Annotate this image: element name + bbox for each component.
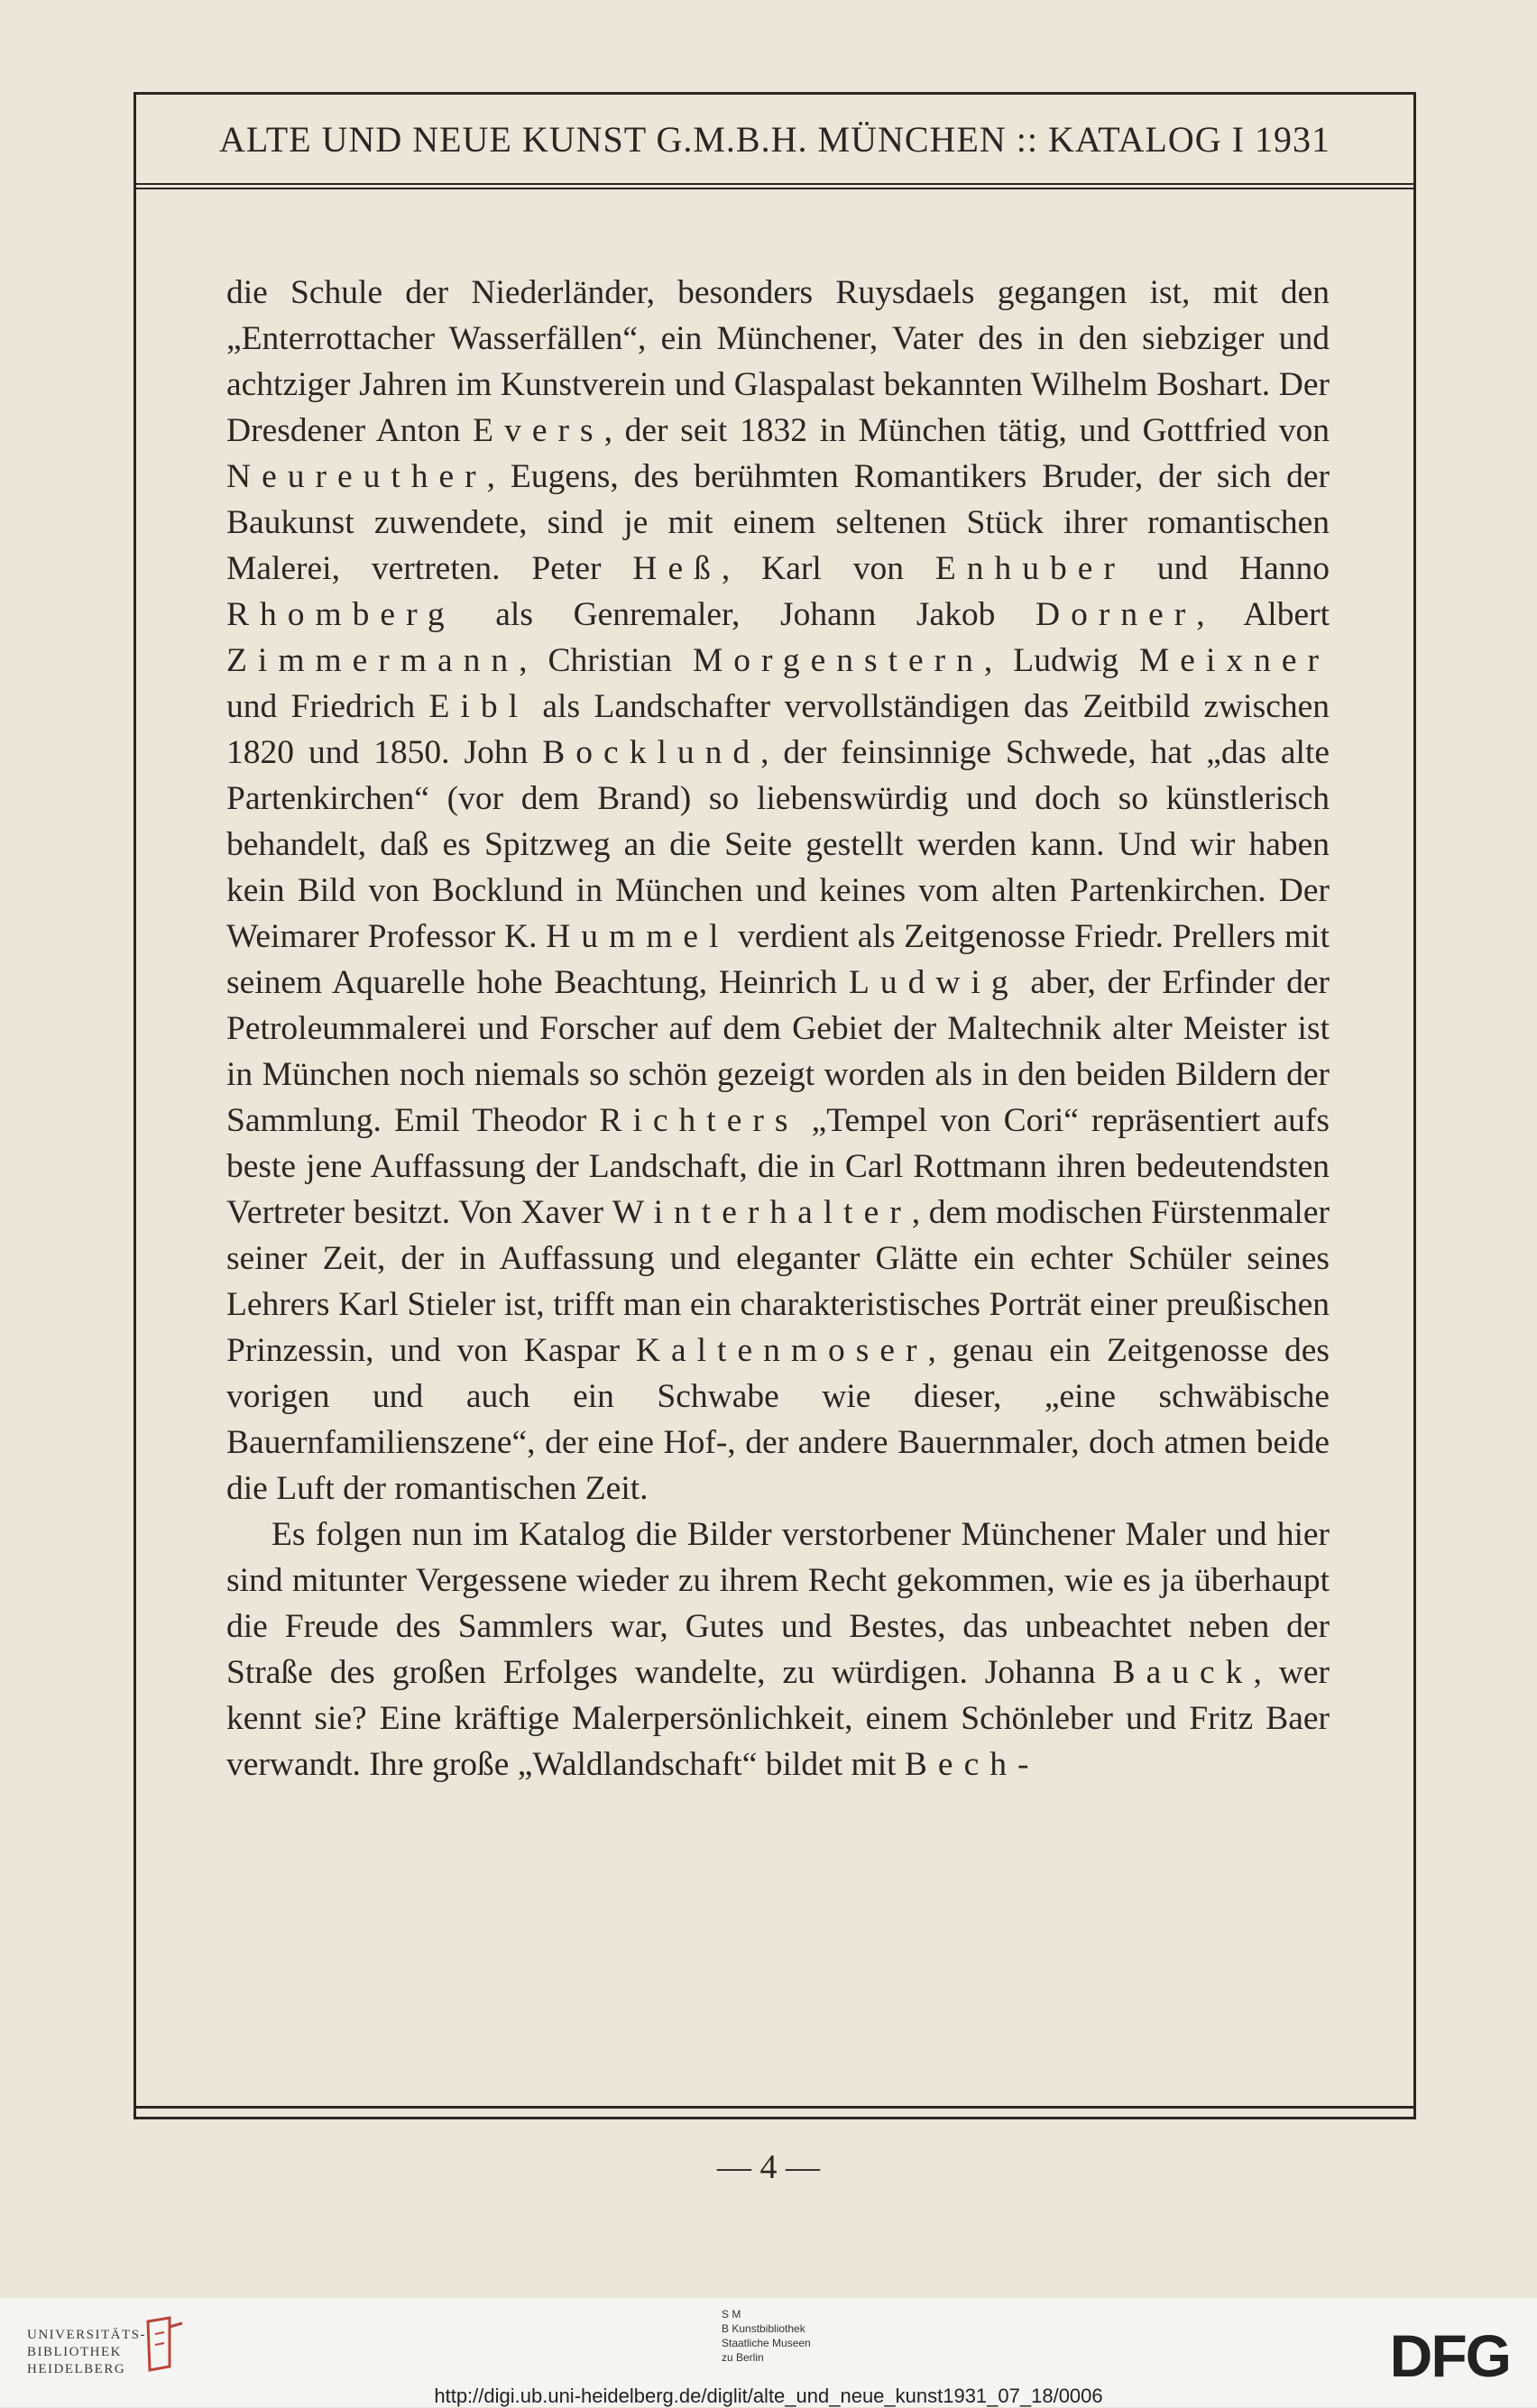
source-url[interactable]: http://digi.ub.uni-heidelberg.de/diglit/alte_und_neue_kunst1931_07_18/0006 — [434, 2385, 1103, 2407]
artist-name: Heß — [632, 550, 722, 587]
artist-name: Richters — [599, 1102, 799, 1139]
page-frame — [133, 92, 1416, 2119]
artist-name: Zimmermann — [226, 642, 520, 679]
body-text — [226, 270, 1330, 1788]
text-span: , Eugens, des berühmten Romantikers Bruder, der sich der Baukunst zuwendete, sind je mit einem seltenen Stück ihrer romantischen Malerei, vertreten. Peter — [226, 458, 1330, 587]
library-emblem-icon — [143, 2314, 188, 2374]
artist-name: Evers — [473, 412, 604, 449]
text-span: , dem modischen Fürstenmaler seiner Zeit, der in Auffassung und eleganter Glätte ein echter Schüler seines Lehrers Karl Stieler ist, trifft man ein charakteristisches Porträt einer preußischen Prinzessin, und von Kaspar — [226, 1194, 1330, 1369]
text-span: und Friedrich — [226, 688, 429, 725]
artist-name: Winterhalter — [612, 1194, 912, 1231]
smb-line: zu Berlin — [722, 2351, 764, 2364]
library-logo-line: UNIVERSITÄTS- — [27, 2328, 146, 2342]
dfg-logo[interactable]: DFG — [1389, 2322, 1510, 2389]
paragraph-2 — [226, 1512, 1330, 1788]
header-title: ALTE UND NEUE KUNST G.M.B.H. MÜNCHEN :: KATALOG I 1931 — [219, 118, 1330, 160]
running-header — [136, 95, 1413, 189]
smb-credit — [722, 2307, 811, 2365]
text-span: aber, der Erfinder der Petroleummalerei und Forscher auf dem Gebiet der Maltechnik alter Meister ist in München noch niemals so schön gezeigt worden als in den beiden Bildern der Sammlung. Emil Theodor — [226, 964, 1330, 1139]
text-span: , Ludwig — [983, 642, 1139, 679]
page-number: — 4 — — [717, 2148, 820, 2186]
text-span: Es folgen nun im Katalog die Bilder verstorbener Münchener Maler und hier sind mitunter Vergessene wieder zu ihrem Recht gekommen, wie es ja überhaupt die Freude des Sammlers war, Gutes und Bestes, das unbeachtet neben der Straße des großen Erfolges wandelte, zu würdigen. Johanna — [226, 1516, 1330, 1691]
text-span: , wer kennt sie? Eine kräftige Malerpersönlichkeit, einem Schönleber und Fritz Baer verwandt. Ihre große „Waldlandschaft“ bildet mit — [226, 1654, 1330, 1783]
text-span: , der seit 1832 in München tätig, und Gottfried von — [603, 412, 1330, 449]
smb-line: S M — [722, 2308, 741, 2321]
text-span: die Schule der Niederländer, besonders Ruysdaels gegangen ist, mit den „Enterrottacher Wasserfällen“, ein Münchener, Vater des in den siebziger und achtziger Jahren im Kunstverein und Glaspalast bekannten Wilhelm Boshart. Der Dresdener Anton — [226, 274, 1330, 449]
artist-name: Rhomberg — [226, 596, 456, 633]
text-span: als Landschafter vervollständigen das Zeitbild zwischen 1820 und 1850. John — [226, 688, 1330, 771]
artist-name: Bocklund — [542, 734, 761, 771]
artist-name: Enhuber — [934, 550, 1126, 587]
artist-name: Morgenstern — [692, 642, 984, 679]
artist-name: Eibl — [428, 688, 529, 725]
text-span: und Hanno — [1125, 550, 1330, 587]
library-logo[interactable] — [27, 2327, 146, 2378]
artist-name: Bech- — [904, 1746, 1040, 1783]
artist-name: Meixner — [1138, 642, 1330, 679]
text-span: „Tempel von Cori“ repräsentiert aufs beste jene Auffassung der Landschaft, die in Carl Rottmann ihren bedeutendsten Vertreter besitzt. Von Xaver — [226, 1102, 1330, 1231]
text-span: verdient als Zeitgenosse Friedr. Prellers mit seinem Aquarelle hohe Beachtung, Heinrich — [226, 918, 1330, 1001]
artist-name: Dorner — [1035, 596, 1197, 633]
text-span: als Genremaler, Johann Jakob — [455, 596, 1036, 633]
artist-name: Bauck — [1112, 1654, 1254, 1691]
text-span: , Karl von — [721, 550, 935, 587]
bottom-rule — [136, 2106, 1413, 2117]
smb-line: Staatliche Museen — [722, 2337, 811, 2349]
artist-name: Hummel — [546, 918, 730, 955]
text-span: , der feinsinnige Schwede, hat „das alte Partenkirchen“ (vor dem Brand) so liebenswürdig und doch so künstlerisch behandelt, daß es Spitzweg an die Seite gestellt werden kann. Und wir haben kein Bild von Bocklund in München und keines vom alten Partenkirchen. Der Weimarer Professor K. — [226, 734, 1330, 955]
text-span: , genau ein Zeitgenosse des vorigen und auch ein Schwabe wie dieser, „eine schwäbische Bauernfamilienszene“, der eine Hof-, der andere Bauernmaler, doch atmen beide die Luft der romantischen Zeit. — [226, 1332, 1330, 1507]
text-span: , Christian — [519, 642, 693, 679]
library-logo-line: BIBLIOTHEK — [27, 2345, 122, 2359]
artist-name: Kaltenmoser — [635, 1332, 928, 1369]
smb-line: B Kunstbibliothek — [722, 2322, 805, 2335]
artist-name: Ludwig — [848, 964, 1019, 1001]
digitization-footer — [0, 2298, 1537, 2407]
library-logo-line: HEIDELBERG — [27, 2362, 126, 2376]
text-span: , Albert — [1196, 596, 1330, 633]
paragraph-1 — [226, 270, 1330, 1512]
artist-name: Neureuther — [226, 458, 487, 495]
